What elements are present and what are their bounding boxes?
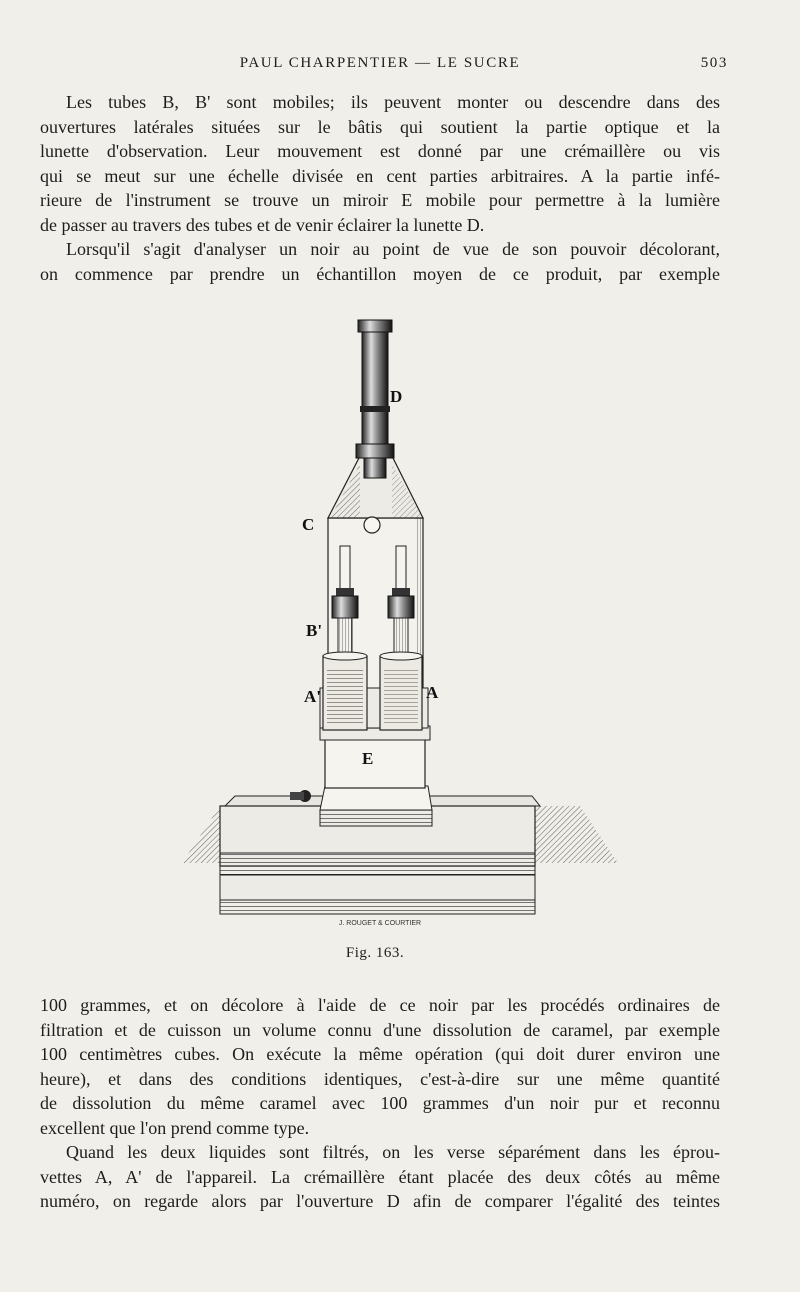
colorimeter-engraving <box>180 318 620 938</box>
left-cylinder-a-prime <box>323 652 367 730</box>
figure-colorimeter <box>180 318 620 938</box>
label-c: C <box>302 515 315 534</box>
text-line: 100 grammes, et on décolore à l'aide de ce noir par les procédés ordinaires de <box>40 995 720 1015</box>
text-line: rieure de l'instrument se trouve un miroir E mobile pour permettre à la lumière <box>40 190 720 210</box>
text-line: filtration et de cuisson un volume connu d'une dissolution de caramel, par exemple <box>40 1019 720 1040</box>
label-d: D <box>390 387 403 406</box>
engraver-signature: J. ROUGET & COURTIER <box>338 920 422 927</box>
running-header <box>40 55 728 79</box>
text-line: heure), et dans des conditions identiques, c'est-à-dire sur une même quantité <box>40 1068 720 1089</box>
text-line: qui se meut sur une échelle divisée en cent parties arbitraires. A la partie infé- <box>40 165 720 186</box>
running-title: PAUL CHARPENTIER — LE SUCRE <box>239 55 521 71</box>
text-line: Quand les deux liquides sont filtrés, on les verse séparément dans les éprou- <box>66 1142 720 1162</box>
label-b-prime: B' <box>306 621 323 640</box>
paragraph-procedure <box>40 993 720 1140</box>
text-line: numéro, on regarde alors par l'ouverture D afin de comparer l'égalité des teintes <box>40 1191 720 1211</box>
text-line: lunette d'observation. Leur mouvement est donné par une crémaillère ou vis <box>40 141 720 161</box>
right-cylinder-a <box>380 652 422 730</box>
text-line: de passer au travers des tubes et de venir éclairer la lunette D. <box>40 214 485 235</box>
label-a-prime: A' <box>304 687 321 706</box>
text-line: Les tubes B, B' sont mobiles; ils peuvent monter ou descendre dans des <box>66 92 720 112</box>
text-line: vettes A, A' de l'appareil. La crémaillère étant placée des deux côtés au même <box>40 1166 720 1187</box>
paragraph-analysis <box>40 237 720 286</box>
paragraph-comparison <box>40 1140 720 1214</box>
lower-box-e <box>320 726 430 788</box>
eyepiece-tube-d <box>356 320 394 478</box>
text-line: Lorsqu'il s'agit d'analyser un noir au point de vue de son pouvoir décolorant, <box>66 239 720 259</box>
text-line: ouvertures latérales situées sur le bâtis qui soutient la partie optique et la <box>40 116 720 137</box>
figure-caption: Fig. 163. <box>345 945 405 961</box>
label-e: E <box>362 749 374 768</box>
text-line: on commence par prendre un échantillon moyen de ce produit, par exemple <box>40 263 720 284</box>
text-line: 100 centimètres cubes. On exécute la même opération (qui doit durer environ une <box>40 1044 720 1064</box>
label-a: A <box>426 683 439 702</box>
text-line: de dissolution du même caramel avec 100 grammes d'un noir pur et reconnu <box>40 1093 720 1113</box>
text-line: excellent que l'on prend comme type. <box>40 1117 310 1138</box>
page-number: 503 <box>700 55 728 71</box>
paragraph-tubes <box>40 90 720 237</box>
